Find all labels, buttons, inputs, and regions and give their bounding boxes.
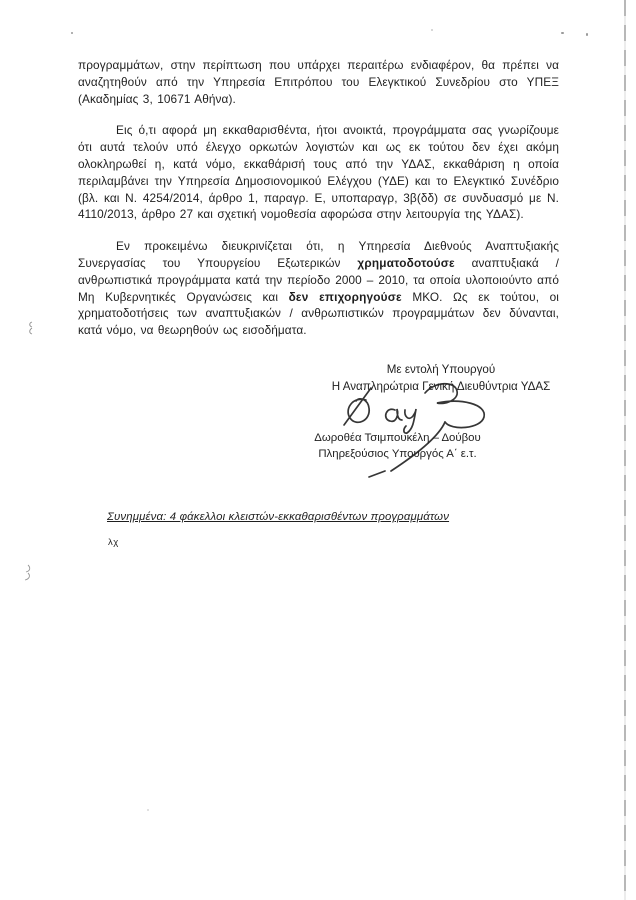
scan-speck	[561, 32, 564, 34]
signature-header	[295, 362, 587, 395]
paragraph-continuation: προγραμμάτων, στην περίπτωση που υπάρχει περαιτέρω ενδιαφέρον, θα πρέπει να αναζητηθούν από την Υπηρεσία Επιτρόπου του Ελεγκτικού Συνεδρίου στο ΥΠΕΞ (Ακαδημίας 3, 10671 Αθήνα).	[78, 58, 559, 106]
signature-by-order-line: Με εντολή Υπουργού	[386, 363, 496, 376]
paragraph-clarification	[78, 238, 559, 339]
bold-phrase-not-subsidized: δεν επιχορηγούσε	[288, 289, 402, 304]
letter-body	[78, 57, 559, 354]
signature-names	[300, 431, 495, 462]
margin-scan-mark	[22, 563, 34, 581]
signatory-title: Πληρεξούσιος Υπουργός Α΄ ε.τ.	[318, 447, 477, 460]
attachments-line: Συνημμένα: 4 φάκελλοι κλειστών-εκκαθαρισθέντων προγραμμάτων	[107, 511, 450, 523]
scan-edge-line	[624, 0, 626, 900]
margin-scan-mark	[27, 320, 37, 336]
clarification-text-3: ΜΚΟ. Ως εκ τούτου, οι χρηματοδοτήσεις των αναπτυξιακών / ανθρωπιστικών προγραμμάτων δεν δύνανται, κατά νόμο, να θεωρηθούν ως εισοδήματα.	[78, 289, 559, 338]
typist-initials: λχ	[108, 537, 119, 548]
signatory-name: Δωροθέα Τσιμπουκέλη – Δούβου	[314, 432, 481, 444]
bold-phrase-financed: χρηματοδοτούσε	[357, 255, 455, 270]
scan-speck	[431, 29, 433, 31]
clarification-text-1: Εν προκειμένω διευκρινίζεται ότι, η Υπηρεσία Διεθνούς Αναπτυξιακής Συνεργασίας του Υπουργείου Εξωτερικών	[78, 239, 559, 270]
paragraph-open-programs: Εις ό,τι αφορά μη εκκαθαρισθέντα, ήτοι ανοικτά, προγράμματα σας γνωρίζουμε ότι αυτά τελούν υπό έλεγχο ορκωτών λογιστών και ως εκ τούτου δεν έχει ακόμη ολοκληρωθεί η, κατά νόμο, εκκαθάρισή τους από την ΥΔΑΣ, εκκαθάριση η οποία περιλαμβάνει την Υπηρεσία Δημοσιονομικού Ελέγχου (ΥΔΕ) και το Ελεγκτικό Συνέδριο (βλ. και Ν. 4254/2014, άρθρο 1, παραγρ. Ε, υποπαραγρ, 3β(δδ) σε συνδυασμό με Ν. 4110/2013, άρθρο 27 και σχετική νομοθεσία αφορώσα στην λειτουργία της ΥΔΑΣ).	[78, 123, 559, 222]
signature-role-line: Η Αναπληρώτρια Γενική Διευθύντρια ΥΔΑΣ	[331, 379, 551, 393]
clarification-text-2: αναπτυξιακά / ανθρωπιστικά προγράμματα κατά την περίοδο 2000 – 2010, τα οποία υλοποιούντο από Μη Κυβερνητικές Οργανώσεις και	[78, 255, 559, 304]
scan-speck	[147, 809, 149, 811]
scan-speck	[586, 33, 588, 36]
scan-speck	[71, 32, 73, 34]
